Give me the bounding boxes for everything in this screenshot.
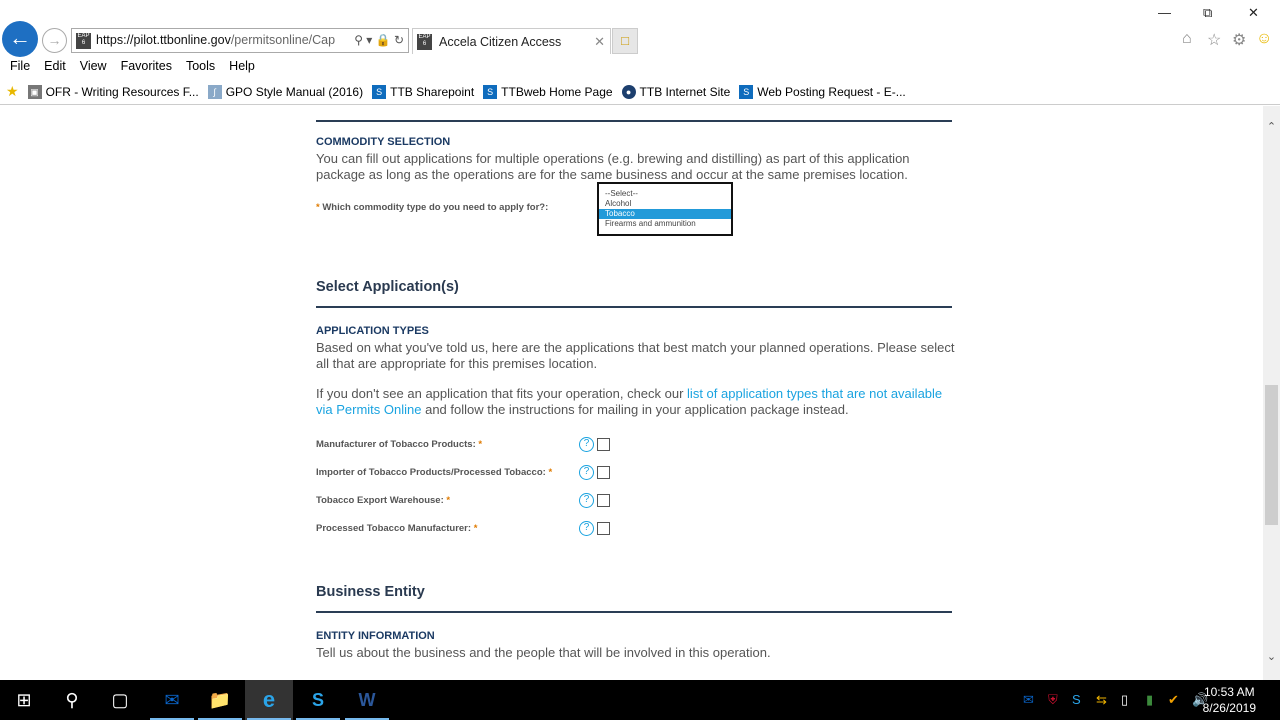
help-icon[interactable]: ? [579, 465, 594, 480]
favorite-gpo[interactable]: ∫ GPO Style Manual (2016) [208, 85, 363, 99]
word-icon[interactable]: W [343, 680, 391, 720]
mcafee-icon[interactable]: ⛨ [1048, 692, 1058, 707]
skype-icon[interactable]: S [294, 680, 342, 720]
tab-favicon: EAP 6 [417, 34, 432, 50]
scroll-thumb[interactable] [1265, 385, 1278, 525]
application-type-row [316, 521, 610, 536]
tab-accela[interactable] [412, 28, 611, 54]
restore-button[interactable]: ⧉ [1203, 5, 1213, 20]
commodity-subhead: COMMODITY SELECTION [316, 136, 451, 148]
seal-icon: ● [622, 85, 636, 99]
sharepoint-icon: S [372, 85, 386, 99]
outlook-icon[interactable]: ✉ [148, 680, 196, 720]
menu-tools[interactable]: Tools [185, 59, 216, 73]
url-host: ttbonline.gov [159, 33, 231, 47]
gear-icon[interactable]: ⚙ [1232, 32, 1247, 49]
favorites-bar [0, 79, 1280, 105]
unavailable-application-types-link[interactable]: list of application types that are not available via Permits Online [316, 386, 943, 417]
sync-tray-icon[interactable]: ⇆ [1096, 692, 1107, 707]
menu-edit[interactable]: Edit [44, 59, 66, 73]
help-icon[interactable]: ? [579, 521, 594, 536]
menu-favorites[interactable]: Favorites [120, 59, 172, 73]
usb-icon[interactable]: ▯ [1121, 692, 1129, 707]
option-tobacco[interactable]: Tobacco [599, 209, 731, 219]
scroll-down-icon[interactable]: ⌄ [1266, 651, 1277, 663]
entity-description: Tell us about the business and the people that will be involved in this operation. [316, 645, 771, 660]
search-icon[interactable]: ⚲ [65, 690, 79, 710]
application-type-label: Importer of Tobacco Products/Processed Tobacco: * [316, 467, 553, 478]
menu-bar [0, 57, 1280, 79]
close-tab-icon[interactable]: ✕ [594, 34, 605, 49]
section-divider [316, 120, 952, 122]
tab-title: Accela Citizen Access [439, 35, 562, 49]
page-content [0, 106, 1263, 680]
processed-tobacco-checkbox[interactable] [597, 522, 610, 535]
help-icon[interactable]: ? [579, 493, 594, 508]
address-bar[interactable] [71, 28, 409, 53]
browser-navbar [0, 0, 1280, 57]
volume-icon[interactable]: 🔊 [1192, 692, 1209, 707]
clock[interactable]: 10:53 AM 8/26/2019 [1202, 685, 1256, 715]
address-bar-icons[interactable]: ⚲ ▾ 🔒 ↻ [354, 29, 404, 52]
application-types-subhead: APPLICATION TYPES [316, 325, 429, 337]
task-check-icon[interactable]: ✔ [1168, 692, 1179, 707]
entity-information-subhead: ENTITY INFORMATION [316, 630, 435, 642]
section-divider [316, 611, 952, 613]
manufacturer-checkbox[interactable] [597, 438, 610, 451]
applications-description: Based on what you've told us, here are the applications that best match your planned operations. Please select all that are appropriate for this premises location. [316, 340, 955, 371]
favorite-ttb-internet[interactable]: ● TTB Internet Site [622, 85, 731, 99]
importer-checkbox[interactable] [597, 466, 610, 479]
application-type-label: Manufacturer of Tobacco Products: * [316, 439, 483, 450]
file-explorer-icon[interactable]: 📁 [196, 680, 244, 720]
section-divider [316, 306, 952, 308]
menu-view[interactable]: View [79, 59, 107, 73]
option-firearms[interactable]: Firearms and ammunition [605, 219, 696, 228]
application-type-label: Tobacco Export Warehouse: * [316, 495, 451, 506]
help-icon[interactable]: ? [579, 437, 594, 452]
task-view-icon[interactable]: ▢ [111, 690, 129, 710]
select-applications-heading: Select Application(s) [316, 279, 459, 295]
commodity-question: * Which commodity type do you need to apply for?: [316, 202, 549, 213]
home-icon[interactable]: ⌂ [1182, 30, 1192, 47]
taskbar [0, 680, 1280, 720]
battery-icon[interactable]: ▮ [1146, 692, 1154, 707]
gpo-icon: ∫ [208, 85, 222, 99]
windows-start-icon[interactable]: ⊞ [16, 690, 32, 710]
sharepoint-icon: S [483, 85, 497, 99]
menu-help[interactable]: Help [229, 59, 255, 73]
internet-explorer-icon[interactable]: e [245, 680, 293, 720]
scroll-up-icon[interactable]: ⌃ [1266, 121, 1277, 133]
favorite-ttb-sharepoint[interactable]: S TTB Sharepoint [372, 85, 474, 99]
url-prefix: https://pilot. [96, 33, 160, 47]
sharepoint-icon: S [739, 85, 753, 99]
skype-tray-icon[interactable]: S [1072, 692, 1081, 707]
application-type-label: Processed Tobacco Manufacturer: * [316, 523, 478, 534]
minimize-button[interactable]: — [1158, 5, 1171, 20]
application-type-row [316, 465, 610, 480]
application-type-row [316, 437, 610, 452]
export-warehouse-checkbox[interactable] [597, 494, 610, 507]
site-favicon: EAP 6 [76, 33, 91, 49]
applications-note: If you don't see an application that fits your operation, check our list of application types that are not available via Permits Online and follow the instructions for mailing in your application package instead. [316, 386, 943, 417]
vertical-scrollbar[interactable] [1263, 106, 1280, 680]
commodity-description: You can fill out applications for multiple operations (e.g. brewing and distilling) as part of this application package as long as the operations are for the same business and occur at the same premises location. [316, 151, 910, 182]
application-type-row [316, 493, 610, 508]
required-marker: * [316, 202, 320, 213]
menu-file[interactable]: File [10, 59, 31, 73]
add-favorite-star-icon[interactable]: ★ [6, 83, 19, 99]
forward-button[interactable]: → [42, 28, 67, 53]
new-tab-button[interactable]: □ [612, 28, 638, 54]
favorite-ttbweb[interactable]: S TTBweb Home Page [483, 85, 612, 99]
option-select[interactable]: --Select-- [605, 189, 638, 198]
favorite-ofr[interactable]: ▣ OFR - Writing Resources F... [28, 85, 199, 99]
favorites-star-icon[interactable]: ☆ [1207, 32, 1222, 49]
building-icon: ▣ [28, 85, 42, 99]
smiley-feedback-icon[interactable]: ☺ [1256, 30, 1273, 47]
close-window-button[interactable]: ✕ [1248, 5, 1259, 20]
url-path: /permitsonline/Cap [230, 33, 336, 47]
option-alcohol[interactable]: Alcohol [605, 199, 632, 208]
favorite-web-posting[interactable]: S Web Posting Request - E-... [739, 85, 906, 99]
commodity-select[interactable] [597, 182, 733, 236]
back-button[interactable]: ← [2, 21, 38, 57]
outlook-tray-icon[interactable]: ✉ [1023, 692, 1034, 707]
business-entity-heading: Business Entity [316, 584, 425, 600]
